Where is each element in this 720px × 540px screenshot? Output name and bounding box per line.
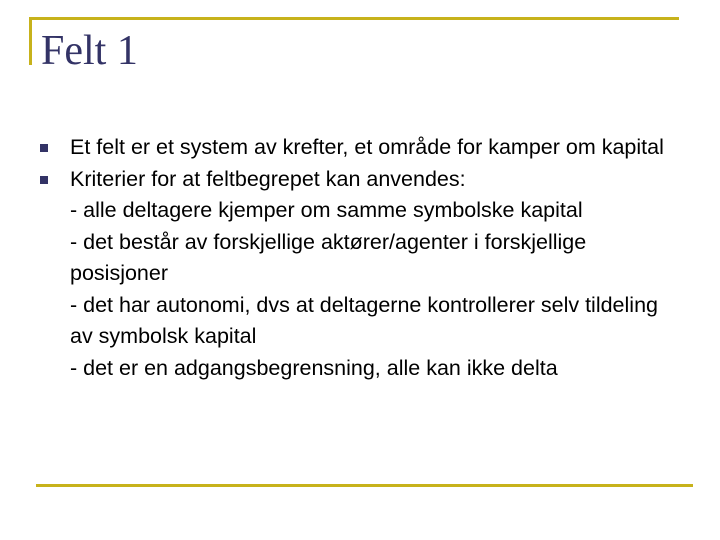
- criteria-line-access: - det er en adgangsbegrensning, alle kan ikke delta: [70, 355, 558, 380]
- frame-top-rule: [29, 17, 679, 20]
- criteria-line-symbolic-capital: - alle deltagere kjemper om samme symbolske kapital: [70, 198, 583, 222]
- slide-title: Felt 1: [41, 28, 138, 74]
- bullet-text: Et felt er et system av krefter, et område for kamper om kapital: [70, 135, 664, 159]
- bullet-item-criteria: [40, 164, 680, 385]
- frame-left-rule: [29, 17, 32, 65]
- square-bullet-icon: [40, 144, 48, 152]
- criteria-line-autonomy: - det har autonomi, dvs at deltagerne kontrollerer selv tildeling av symbolsk kapital: [70, 292, 658, 348]
- bullet-list: [40, 132, 680, 384]
- frame-bottom-rule: [36, 484, 693, 487]
- bullet-item-field-definition: [40, 132, 680, 164]
- bullet-text: Kriterier for at feltbegrepet kan anvendes:: [70, 166, 466, 191]
- criteria-line-agents: - det består av forskjellige aktører/agenter i forskjellige posisjoner: [70, 229, 587, 285]
- square-bullet-icon: [40, 176, 48, 184]
